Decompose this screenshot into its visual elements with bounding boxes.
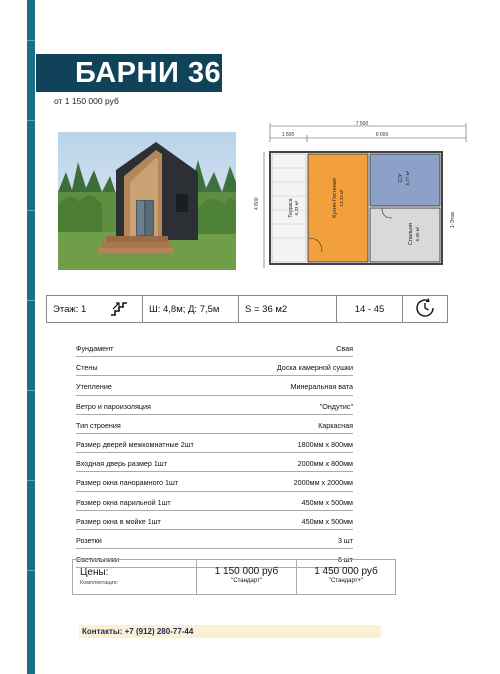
spec-value: Доска камерной сушки: [276, 363, 353, 373]
package-standard: "Стандарт": [231, 578, 262, 584]
info-area-cell: [239, 296, 337, 322]
spec-label: Размер окна в мойке 1шт: [76, 516, 161, 526]
info-dims-cell: [143, 296, 239, 322]
spec-row: [76, 456, 353, 475]
spec-underline: [76, 471, 353, 472]
spec-row: [76, 360, 353, 379]
clock-icon: [414, 297, 436, 322]
spec-value: 3 шт: [337, 535, 353, 545]
strip-mark: [27, 210, 35, 211]
floor-plan: [254, 118, 472, 278]
price-sublabel: Комплектация:: [80, 580, 119, 586]
spec-row: [76, 475, 353, 494]
room-label-terrace: Терраса: [288, 198, 294, 218]
info-clock-cell: [403, 296, 447, 322]
spec-underline: [76, 529, 353, 530]
spec-label: Утепление: [76, 382, 112, 392]
spec-row: [76, 437, 353, 456]
room-label-bath: С/У: [398, 173, 404, 183]
strip-mark: [27, 40, 35, 41]
spec-row: [76, 418, 353, 437]
spec-underline: [76, 452, 353, 453]
stairs-icon: [110, 300, 128, 319]
spec-value: 450мм х 500мм: [301, 516, 353, 526]
spec-underline: [76, 356, 353, 357]
spec-value: 450мм х 500мм: [301, 497, 353, 507]
house-photo: [58, 132, 236, 270]
spec-row: [76, 399, 353, 418]
room-area-bedroom: 6,95 м²: [415, 226, 420, 242]
info-area: S = 36 м2: [245, 303, 288, 315]
spec-underline: [76, 510, 353, 511]
spec-label: Розетки: [76, 535, 102, 545]
room-label-bedroom: Спальня: [408, 222, 414, 246]
spec-value: Минеральная вата: [290, 382, 353, 392]
spec-value: Каркасная: [318, 420, 353, 430]
spec-label: Тип строения: [76, 420, 121, 430]
spec-value: 1800мм х 800мм: [297, 439, 353, 449]
spec-label: Светильники: [76, 555, 120, 565]
spec-label: Стены: [76, 363, 98, 373]
price-standard: 1 150 000 руб: [214, 566, 279, 577]
side-strip: [27, 0, 35, 674]
spec-underline: [76, 375, 353, 376]
plan-dim-left: 4 800: [254, 197, 260, 210]
spec-underline: [76, 491, 353, 492]
info-term: 14 - 45: [354, 303, 385, 315]
spec-value: 2000мм х 2000мм: [293, 478, 353, 488]
spec-label: Размер окна парильной 1шт: [76, 497, 171, 507]
spec-row: [76, 495, 353, 514]
price-label: Цены:: [80, 567, 109, 578]
spec-label: Фундамент: [76, 344, 114, 353]
price-option-standard: [197, 560, 297, 594]
strip-mark: [27, 120, 35, 121]
info-floor-cell: [47, 296, 143, 322]
room-label-kitchen: Кухня-Гостиная: [332, 178, 338, 218]
spec-row: [76, 533, 353, 552]
page-title: БАРНИ 36: [75, 57, 222, 89]
spec-row: [76, 341, 353, 360]
price-box: [72, 559, 396, 595]
spec-value: 6 шт: [337, 555, 353, 565]
price-from: от 1 150 000 руб: [54, 96, 119, 106]
room-area-bath: 5,77 м²: [405, 170, 410, 186]
contact-phone[interactable]: Контакты: +7 (912) 280-77-44: [82, 627, 194, 636]
price-standard-plus: 1 450 000 руб: [314, 566, 378, 577]
info-dims: Ш: 4,8м; Д: 7,5м: [149, 303, 220, 315]
spec-underline: [76, 548, 353, 549]
spec-underline: [76, 414, 353, 415]
room-area-terrace: 6,33 м²: [294, 200, 299, 216]
plan-dim-top-right: 6 000: [375, 132, 389, 138]
spec-row: [76, 379, 353, 398]
strip-mark: [27, 480, 35, 481]
specs-table: [76, 341, 353, 571]
plan-floor-label: 1-Этаж: [450, 211, 456, 228]
spec-label: Ветро и пароизоляция: [76, 401, 151, 411]
spec-label: Размер дверей межкомнатные 2шт: [76, 439, 194, 449]
spec-value: 2000мм х 800мм: [297, 459, 353, 469]
strip-mark: [27, 300, 35, 301]
spec-label: Размер окна панорамного 1шт: [76, 478, 179, 488]
spec-label: Входная дверь размер 1шт: [76, 459, 167, 469]
spec-value: "Ондутис": [319, 401, 353, 411]
room-area-kitchen: 13,33 м²: [339, 189, 344, 207]
strip-mark: [27, 390, 35, 391]
info-row: [46, 295, 448, 323]
price-option-standard-plus: [297, 560, 395, 594]
spec-row: [76, 514, 353, 533]
info-floor: Этаж: 1: [53, 303, 87, 315]
spec-underline: [76, 433, 353, 434]
package-standard-plus: "Стандарт+": [328, 578, 364, 584]
spec-underline: [76, 395, 353, 396]
spec-value: Свая: [336, 344, 353, 353]
plan-dim-top-left: 1 500: [281, 132, 295, 138]
price-label-col: [73, 560, 197, 594]
strip-mark: [27, 570, 35, 571]
plan-dim-top-total: 7 500: [355, 121, 369, 127]
info-term-cell: [337, 296, 403, 322]
